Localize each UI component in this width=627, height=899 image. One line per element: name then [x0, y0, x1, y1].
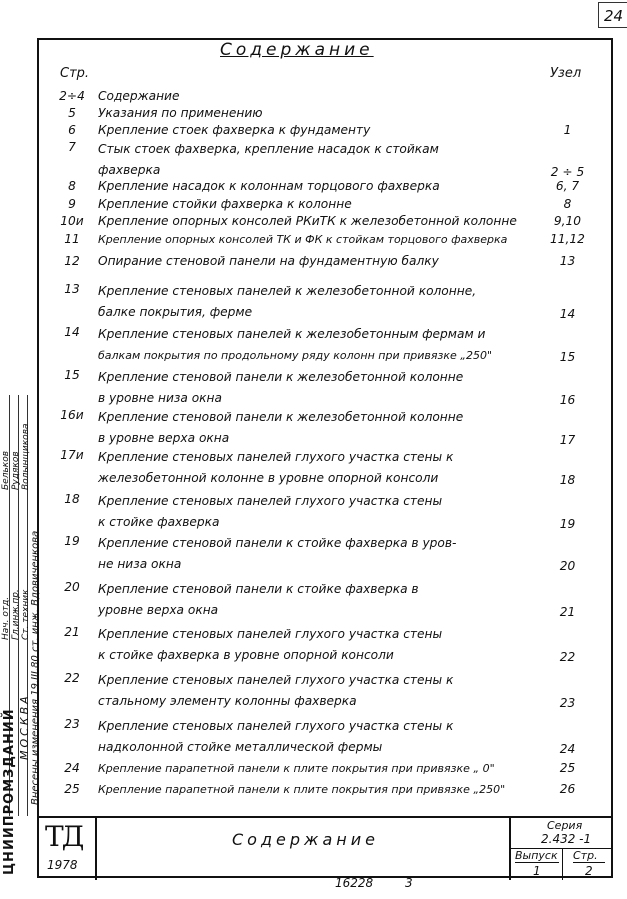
page-value: 2 [585, 864, 593, 878]
row-text-line: Крепление стеновых панелей глухого участка стены к [98, 673, 454, 687]
column-header-page: Стр. [60, 66, 90, 81]
footer-sheet: 3 [405, 876, 413, 890]
row-page-number: 12 [64, 254, 80, 268]
row-page-number: 22 [64, 671, 80, 685]
row-text-line: Крепление опорных консолей ТК и ФК к стойкам торцового фахверка [98, 233, 508, 246]
row-text-line: Крепление стеновых панелей глухого участка стены к [98, 719, 454, 733]
row-page-number: 13 [64, 282, 80, 296]
row-node-number: 26 [559, 782, 576, 796]
row-text [98, 196, 538, 213]
contents-row [52, 760, 597, 777]
row-text [98, 253, 538, 270]
row-text [98, 231, 538, 248]
row-text-line: Крепление стеновых панелей к железобетонным фермам и [98, 327, 486, 341]
role-2: Гл.инж.пр. [11, 589, 21, 640]
row-page-number: 25 [64, 782, 80, 796]
row-page-number: 5 [68, 106, 76, 120]
contents-row [52, 491, 597, 533]
issue-value: 1 [533, 864, 541, 878]
row-node-number: 19 [559, 517, 576, 531]
row-text [98, 105, 538, 122]
row-text [98, 139, 538, 181]
row-text [98, 579, 538, 621]
row-node-number: 22 [559, 650, 576, 664]
page-title: Содержание [220, 40, 374, 60]
series-label: Серия [547, 819, 583, 832]
row-text-line: в уровне верха окна [98, 431, 230, 445]
row-text [98, 281, 538, 323]
row-text-line: не низа окна [98, 557, 182, 571]
contents-row [52, 88, 597, 105]
row-text-line: стальному элементу колонны фахверка [98, 694, 357, 708]
name-2: Рудяков [11, 451, 21, 490]
row-text-line: Крепление стеновых панелей глухого участка стены [98, 627, 443, 641]
contents-row [52, 105, 597, 122]
series-box [509, 818, 613, 880]
row-text-line: к стойке фахверка [98, 515, 220, 529]
role-3: Ст. техник [21, 589, 31, 640]
row-node-number: 2 ÷ 5 [550, 165, 585, 179]
name-3: Волынщикова [21, 423, 31, 490]
row-text-line: в уровне низа окна [98, 391, 222, 405]
row-node-number: 23 [559, 696, 576, 710]
contents-row [52, 367, 597, 409]
row-text-line: железобетонной колонне в уровне опорной консоли [98, 471, 439, 485]
row-text-line: уровне верха окна [98, 603, 219, 617]
org-name: ЦНИИПРОМЗДАНИЙ [2, 708, 17, 875]
logo-letters: ТД [45, 820, 83, 853]
row-text-line: Крепление стеновой панели к железобетонной колонне [98, 410, 464, 424]
row-text [98, 491, 538, 533]
contents-row [52, 253, 597, 270]
row-node-number: 1 [563, 123, 572, 137]
row-text-line: Крепление парапетной панели к плите покрытия при привязке „250" [98, 783, 506, 796]
row-node-number: 17 [559, 433, 576, 447]
row-text-line: Указания по применению [98, 106, 263, 120]
row-text [98, 624, 538, 666]
row-text-line: Крепление стоек фахверка к фундаменту [98, 123, 371, 137]
row-text-line: Крепление стеновой панели к стойке фахверка в уров- [98, 536, 457, 550]
contents-row [52, 281, 597, 323]
row-node-number: 11,12 [550, 232, 585, 246]
contents-row [52, 231, 597, 248]
footer-code: 16228 [335, 876, 374, 890]
contents-row [52, 324, 597, 366]
row-text-line: Крепление стеновой панели к стойке фахверка в [98, 582, 419, 596]
row-node-number: 6, 7 [555, 179, 580, 193]
row-page-number: 14 [64, 325, 80, 339]
row-page-number: 23 [64, 717, 80, 731]
stamp-name: Содержание [232, 830, 379, 849]
row-text [98, 178, 538, 195]
contents-row [52, 716, 597, 758]
row-text-line: Крепление стойки фахверка к колонне [98, 197, 352, 211]
row-text-line: Крепление стеновой панели к железобетонной колонне [98, 370, 464, 384]
row-text-line: Содержание [98, 89, 180, 103]
contents-row [52, 447, 597, 489]
row-text [98, 367, 538, 409]
row-page-number: 2÷4 [59, 89, 85, 103]
row-text-line: Крепление стеновых панелей глухого участка стены к [98, 450, 454, 464]
sheet-number: 24 [598, 2, 627, 28]
row-text [98, 122, 538, 139]
row-text [98, 716, 538, 758]
contents-row [52, 533, 597, 575]
row-page-number: 11 [64, 232, 80, 246]
row-text-line: Стык стоек фахверка, крепление насадок к стойкам [98, 142, 439, 156]
row-node-number: 20 [559, 559, 576, 573]
contents-row [52, 139, 597, 181]
contents-row [52, 122, 597, 139]
row-text [98, 88, 538, 105]
contents-row [52, 407, 597, 449]
row-node-number: 16 [559, 393, 576, 407]
row-text [98, 447, 538, 489]
row-page-number: 19 [64, 534, 80, 548]
row-text [98, 324, 538, 366]
title-stamp [37, 816, 613, 880]
row-text-line: Крепление насадок к колоннам торцового фахверка [98, 179, 440, 193]
row-page-number: 10и [60, 214, 84, 228]
row-text [98, 760, 538, 777]
row-page-number: 6 [68, 123, 76, 137]
row-node-number: 18 [559, 473, 576, 487]
row-page-number: 7 [68, 140, 76, 154]
role-1: Нач. отд. [1, 596, 11, 640]
row-page-number: 16и [60, 408, 84, 422]
row-node-number: 21 [559, 605, 576, 619]
row-text-line: Крепление стеновых панелей глухого участка стены [98, 494, 443, 508]
contents-row [52, 670, 597, 712]
logo-year: 1978 [47, 858, 78, 872]
name-1: Бельков [1, 450, 11, 490]
row-node-number: 25 [559, 761, 576, 775]
row-page-number: 24 [64, 761, 80, 775]
row-text-line: Крепление опорных консолей РКиТК к железобетонной колонне [98, 214, 517, 228]
row-text-line: фахверка [98, 163, 161, 177]
row-text-line: к стойке фахверка в уровне опорной консоли [98, 648, 394, 662]
row-text [98, 533, 538, 575]
row-text [98, 670, 538, 712]
row-text-line: надколонной стойке металлической фермы [98, 740, 383, 754]
row-text-line: балке покрытия, ферме [98, 305, 253, 319]
row-page-number: 18 [64, 492, 80, 506]
column-header-node: Узел [550, 66, 582, 81]
side-block [0, 395, 41, 880]
row-text-line: Крепление парапетной панели к плите покрытия при привязке „ 0" [98, 762, 495, 775]
row-node-number: 14 [559, 307, 576, 321]
row-page-number: 17и [60, 448, 84, 462]
revision-note: Внесены изменения 19.III.80 ст. инж. Вдовиченкова [30, 530, 41, 805]
row-node-number: 24 [559, 742, 576, 756]
contents-row [52, 196, 597, 213]
row-node-number: 15 [559, 350, 576, 364]
row-node-number: 13 [559, 254, 576, 268]
row-node-number: 8 [563, 197, 572, 211]
row-text [98, 781, 538, 798]
row-page-number: 9 [68, 197, 76, 211]
contents-row [52, 213, 597, 230]
row-text [98, 213, 538, 230]
issue-label: Выпуск [515, 849, 558, 862]
row-page-number: 15 [64, 368, 80, 382]
row-text-line: Крепление стеновых панелей к железобетонной колонне, [98, 284, 477, 298]
row-text-line: балкам покрытия по продольному ряду колонн при привязке „250" [98, 349, 493, 362]
row-page-number: 20 [64, 580, 80, 594]
city-name: МОСКВА [18, 693, 31, 760]
row-text [98, 407, 538, 449]
contents-row [52, 624, 597, 666]
page-label: Стр. [573, 849, 605, 863]
row-page-number: 21 [64, 625, 80, 639]
contents-row [52, 579, 597, 621]
contents-row [52, 178, 597, 195]
row-node-number: 9,10 [553, 214, 582, 228]
td-logo [37, 818, 97, 880]
row-page-number: 8 [68, 179, 76, 193]
contents-row [52, 781, 597, 798]
row-text-line: Опирание стеновой панели на фундаментную балку [98, 254, 439, 268]
series-value: 2.432 -1 [541, 832, 592, 846]
